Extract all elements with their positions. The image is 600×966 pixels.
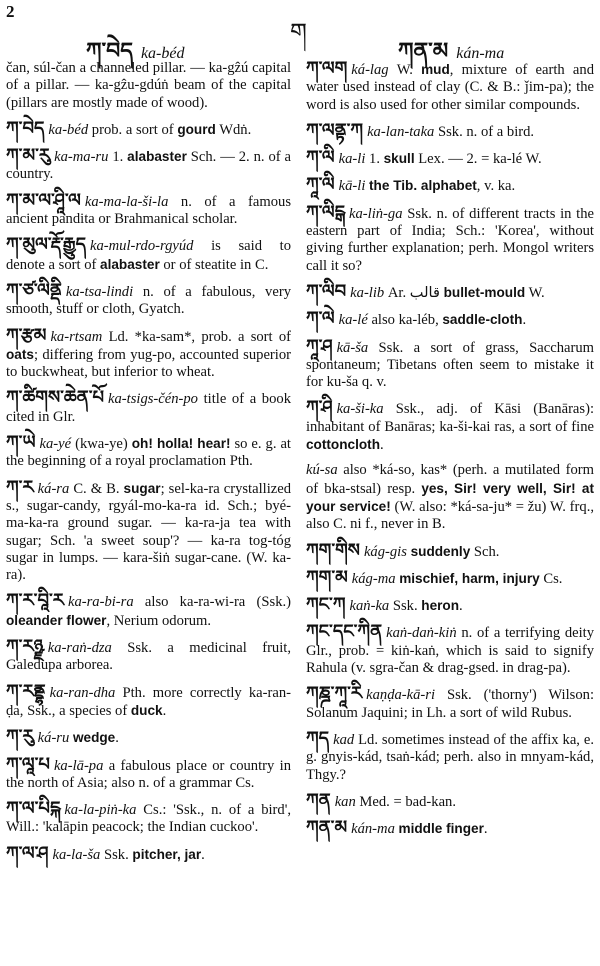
- dictionary-entry: [6, 680, 292, 721]
- entry-gloss: heron: [421, 598, 460, 614]
- entry-tibetan-headword: ཀ་ལནྟ་ཀ: [306, 119, 364, 141]
- entry-gloss: oh! holla! hear!: [131, 436, 231, 452]
- entry-definition: (kwa-ye) oh! holla! hear! so e. g. at the beginning of a royal proclamation Pth.: [6, 436, 291, 470]
- entry-tibetan-headword: ཀ་ལཱ་པ: [6, 753, 50, 775]
- right-column: [306, 60, 594, 846]
- dictionary-entry: [306, 335, 595, 392]
- dictionary-entry: [306, 60, 594, 114]
- entry-definition: n. of a fabulous, very smooth, stuff or cloth, Gyatch.: [6, 283, 291, 318]
- entry-definition: Ssk. ('thorny') Wilson: Solanum Jaquini; in Lh. a sort of wild Rubus.: [306, 687, 594, 721]
- dictionary-entry: [306, 789, 594, 811]
- entry-gloss: mud: [421, 62, 450, 77]
- page-number: 2: [6, 2, 15, 21]
- entry-gloss: skull: [383, 151, 415, 167]
- entry-definition: Ssk. a sort of grass, Saccharum spontaneum; Tibetans often seem to mistake it for ku-ša q. v.: [306, 339, 595, 391]
- entry-tibetan-headword: ཀ་ར: [6, 476, 34, 498]
- entry-transliteration: ka-liṅ-ga: [349, 205, 408, 222]
- entry-gloss: alabaster: [100, 256, 160, 272]
- entry-transliteration: ká-ra: [37, 480, 74, 497]
- dictionary-entry: [306, 310, 594, 329]
- entry-transliteration: kág-gis: [363, 543, 411, 560]
- entry-tibetan-headword: ཀ་མ་རུ: [6, 145, 51, 167]
- entry-definition: Ar. قالب bullet-mould W.: [387, 284, 545, 301]
- entry-transliteration: ka-la-piṅ-ka: [64, 802, 144, 819]
- entry-tibetan-headword: ཀག་མ: [306, 566, 348, 588]
- entry-definition: 1. skull Lex. — 2. = ka-lé W.: [369, 151, 542, 168]
- entry-definition: also ka-léb, saddle-cloth.: [371, 312, 527, 329]
- center-glyph: ག: [290, 20, 307, 46]
- entry-tibetan-headword: ཀག་གིས: [306, 539, 360, 561]
- entry-definition: the Tib. alphabet, v. ka.: [369, 178, 516, 195]
- entry-transliteration: kág-ma: [351, 570, 400, 587]
- header-right-tibetan: ཀན་མ: [398, 39, 449, 64]
- entry-transliteration: ka-ši-ka: [336, 401, 396, 418]
- entry-definition: also *ká-so, kas* (perh. a mutilated form of bka-stsal) resp. yes, Sir! very well, Sir! at your service! (W. also: *ká-sa-ju* = žu) W. frq., also C. ni f., never in B.: [306, 462, 595, 533]
- entry-tibetan-headword: ཀ་ལ་པིངྐ: [6, 798, 61, 820]
- entry-tibetan-headword: ཀཱ་ཤ: [306, 335, 333, 357]
- dictionary-entry: [6, 434, 291, 471]
- dictionary-entry: [306, 280, 594, 302]
- dictionary-entry: [6, 592, 291, 630]
- entry-transliteration: kán-ma: [351, 821, 399, 838]
- dictionary-entry: [6, 236, 291, 274]
- entry-tibetan-headword: ཀ་ལ་ཤ: [6, 842, 49, 864]
- entry-definition: Ssk. heron.: [392, 598, 463, 615]
- entry-transliteration: ka-li: [338, 151, 370, 168]
- entry-tibetan-headword: ཀ་ཙ་ལིནྡི: [6, 279, 62, 301]
- dictionary-entry: [6, 60, 291, 112]
- dictionary-entry: [6, 800, 291, 837]
- entry-definition: W. mud, mixture of earth and water used instead of clay (C. & B.: ǰim-pa); the word is also used for other similar compounds.: [306, 62, 594, 113]
- entry-gloss: the Tib. alphabet: [369, 178, 477, 194]
- entry-gloss: mischief, harm, injury: [399, 570, 540, 586]
- entry-tibetan-headword: ཀ་ལིངྒ: [306, 201, 346, 223]
- entry-definition: Med. = bad-kan.: [359, 793, 456, 810]
- entry-gloss: sugar: [123, 480, 161, 496]
- entry-tibetan-headword: ཀ་རཉྫ: [6, 636, 44, 658]
- entry-tibetan-headword: ཀ་ལི: [306, 147, 335, 169]
- entry-definition: C. & B. sugar; sel-ka-ra crystallized s., sugar-candy, rgyál-mo-ka-ra id. Sch.; byé-ma-ka-ra ground sugar. — ka-ra-ja tea with sugar; Sch. 'a sweet soup'? — ka-ra tog-tóg sugar in lumps. — kara-šiṅ sugar-cane. (W. ka-ra).: [6, 480, 292, 584]
- entry-tibetan-headword: ཀ་ལག: [306, 58, 348, 79]
- entry-definition: wedge.: [72, 730, 119, 747]
- entry-definition: title of a book cited in Glr.: [6, 391, 291, 425]
- entry-tibetan-headword: ཀ་མ་ལ་ཤཱི་ལ: [6, 189, 81, 211]
- entry-transliteration: ká-ru: [37, 730, 73, 747]
- left-column: [6, 60, 291, 872]
- dictionary-entry: [306, 176, 594, 195]
- dictionary-entry: [6, 324, 291, 382]
- entry-gloss: saddle-cloth: [442, 312, 523, 328]
- entry-gloss: duck: [130, 702, 163, 718]
- entry-definition: Ssk. n. of a bird.: [438, 123, 535, 140]
- dictionary-entry: [6, 753, 291, 793]
- entry-transliteration: ka-raṅ-dza: [47, 640, 128, 657]
- entry-definition: n. of a famous ancient pandita or Brahmanical scholar.: [6, 193, 291, 228]
- entry-transliteration: ká-lag: [351, 62, 397, 78]
- entry-gloss: middle finger: [398, 821, 484, 837]
- entry-definition: a fabulous place or country in the north of Asia; also n. of a grammar Cs.: [6, 757, 291, 791]
- entry-tibetan-headword: ཀ་ཡེ: [6, 432, 36, 454]
- dictionary-entry: [306, 685, 594, 722]
- entry-transliteration: ka-tsa-lindi: [65, 283, 143, 300]
- dictionary-entry: [306, 727, 594, 784]
- entry-definition: Ssk., adj. of Kāsi (Banāras): inhabitant of Banāras; ka-ši-kai ras, a sort of fine cottoncloth.: [306, 401, 594, 454]
- entry-transliteration: ka-mul-rdo-rgyúd: [90, 238, 212, 255]
- entry-gloss: oats: [6, 346, 34, 362]
- entry-transliteration: kaṅ-daṅ-kiṅ: [386, 625, 462, 642]
- entry-transliteration: ka-lé: [338, 312, 372, 329]
- dictionary-entry: [306, 596, 594, 615]
- dictionary-entry: [306, 119, 594, 141]
- dictionary-entry: [306, 539, 594, 561]
- dictionary-entry: [6, 189, 291, 229]
- header-left-tibetan: ཀ་བེད: [86, 39, 133, 64]
- entry-definition: Ssk. a medicinal fruit, Galedupa arborea.: [6, 640, 291, 674]
- entry-definition: Ld. sometimes instead of the affix ka, e. g. gnyis-kád, tsaṅ-kád; perh. also in mnyam-kád, Thgy.?: [306, 731, 594, 783]
- entry-gloss: oleander flower: [6, 612, 107, 628]
- entry-gloss: yes, Sir! very well, Sir! at your service!: [306, 480, 594, 514]
- entry-tibetan-headword: ཀ་ལེ: [306, 308, 335, 330]
- entry-transliteration: ka-tsigs-čén-po: [108, 391, 204, 408]
- dictionary-entry: [306, 462, 594, 533]
- entry-tibetan-headword: ཀན: [306, 789, 331, 811]
- entry-transliteration: ka-ra-bi-ra: [67, 594, 145, 611]
- entry-gloss: wedge: [72, 730, 116, 746]
- entry-definition: Ld. *ka-sam*, prob. a sort of oats; differing from yug-po, accounted superior to buckwheat, but inferior to wheat.: [6, 328, 291, 381]
- entry-transliteration: ka-ma-la-ši-la: [84, 193, 181, 210]
- dictionary-entry: [306, 819, 594, 838]
- entry-transliteration: ka-lan-taka: [367, 123, 438, 140]
- entry-tibetan-headword: ཀ་རུ: [6, 726, 34, 748]
- entry-transliteration: ka-ran-dha: [49, 684, 123, 701]
- entry-transliteration: kad: [333, 731, 359, 748]
- entry-definition: middle finger.: [398, 821, 488, 838]
- entry-gloss: gourd: [177, 121, 216, 137]
- entry-tibetan-headword: ཀན་མ: [306, 817, 348, 839]
- entry-definition: prob. a sort of gourd Wdṅ.: [91, 121, 252, 138]
- entry-definition: Cs.: 'Ssk., n. of a bird', Will.: 'kalāpin peacock; the Indian cuckoo'.: [6, 802, 291, 836]
- entry-tibetan-headword: ཀ་ལིབ: [306, 280, 347, 302]
- dictionary-entry: [306, 201, 594, 275]
- dictionary-entry: [6, 389, 291, 426]
- entry-tibetan-headword: ཀད: [306, 727, 330, 749]
- entry-gloss: alabaster: [127, 149, 187, 165]
- entry-transliteration: kā-ša: [336, 339, 379, 356]
- entry-transliteration: ka-béd: [48, 121, 92, 138]
- dictionary-entry: [6, 638, 291, 675]
- entry-definition: Ssk. pitcher, jar.: [104, 846, 205, 863]
- header-left-translit: ka-béd: [140, 45, 185, 62]
- dictionary-entry: [306, 149, 594, 168]
- entry-transliteration: ka-yé: [39, 436, 76, 453]
- dictionary-entry: [6, 117, 291, 139]
- entry-transliteration: ka-lā-pa: [53, 757, 109, 774]
- entry-definition: Pth. more correctly ka-ran-ḍa, Ssk., a species of duck.: [6, 684, 292, 719]
- dictionary-entry: [6, 842, 291, 864]
- entry-tibetan-headword: ཀ་རནྡྷ: [6, 680, 46, 702]
- entry-transliteration: kan: [334, 793, 360, 810]
- dictionary-entry: [306, 399, 594, 454]
- entry-definition: Ssk. n. of different tracts in the eastern part of India; Sch.: 'Korea', without giving further explanation; perh. Mongol writers call it so?: [306, 205, 594, 274]
- entry-gloss: pitcher, jar: [132, 846, 202, 862]
- entry-transliteration: ka-la-ša: [52, 846, 105, 863]
- entry-tibetan-headword: ཀ་ཤི: [306, 397, 333, 419]
- entry-definition: n. of a terrifying deity Glr., prob. = kiṅ-kaṅ, which is said to signify Rahula (v. sgra-čan & drag-gsed. in drag-pa).: [306, 625, 594, 677]
- entry-definition: also ka-ra-wi-ra (Ssk.) oleander flower, Nerium odorum.: [6, 594, 292, 629]
- entry-tibetan-headword: ཀང་དང་ཀིན: [306, 621, 383, 643]
- entry-gloss: bullet-mould: [443, 284, 526, 300]
- entry-transliteration: kaṅ-ka: [349, 598, 393, 615]
- entry-tibetan-headword: ཀ་ཚིགས་ཆེན་པོ: [6, 387, 105, 409]
- header-right-translit: kán-ma: [456, 45, 505, 62]
- entry-definition: čan, súl-čan a channeled pillar. — ka-gẑú capital of a pillar. — ka-gẑu-gdúṅ beam of the capital (pillars are mostly made of wood).: [6, 60, 291, 111]
- entry-tibetan-headword: ཀཱ་ལི: [306, 174, 335, 196]
- entry-transliteration: kú-sa: [306, 462, 344, 479]
- entry-tibetan-headword: ཀ་ར་བཱི་ར: [6, 590, 64, 612]
- entry-definition: 1. alabaster Sch. — 2. n. of a country.: [6, 149, 291, 183]
- entry-tibetan-headword: ཀ་བེད: [6, 117, 45, 139]
- entry-transliteration: kaṇḍa-kā-ri: [366, 687, 447, 704]
- entry-transliteration: ka-lib: [350, 284, 388, 301]
- dictionary-entry: [306, 623, 594, 677]
- dictionary-entry: [6, 728, 291, 747]
- entry-tibetan-headword: ཀ་མུལ་རྡོ་རྒྱུད: [6, 234, 86, 256]
- dictionary-entry: [6, 476, 292, 585]
- entry-definition: suddenly Sch.: [410, 543, 500, 560]
- entry-definition: mischief, harm, injury Cs.: [399, 570, 563, 587]
- dictionary-entry: [6, 279, 291, 319]
- entry-gloss: cottoncloth: [306, 437, 380, 453]
- entry-tibetan-headword: ཀང་ཀ: [306, 594, 346, 616]
- entry-tibetan-headword: ཀ་རྩམ: [6, 324, 47, 346]
- dictionary-entry: [306, 566, 594, 588]
- entry-definition: is said to denote a sort of alabaster or of steatite in C.: [6, 238, 291, 273]
- entry-tibetan-headword: ཀཎྜ་ཀཱ་རི: [306, 683, 363, 705]
- dictionary-entry: [6, 147, 291, 184]
- entry-transliteration: ka-rtsam: [50, 328, 109, 345]
- entry-transliteration: ka-ma-ru: [54, 149, 113, 166]
- entry-gloss: suddenly: [410, 543, 471, 559]
- entry-transliteration: kā-li: [338, 178, 370, 195]
